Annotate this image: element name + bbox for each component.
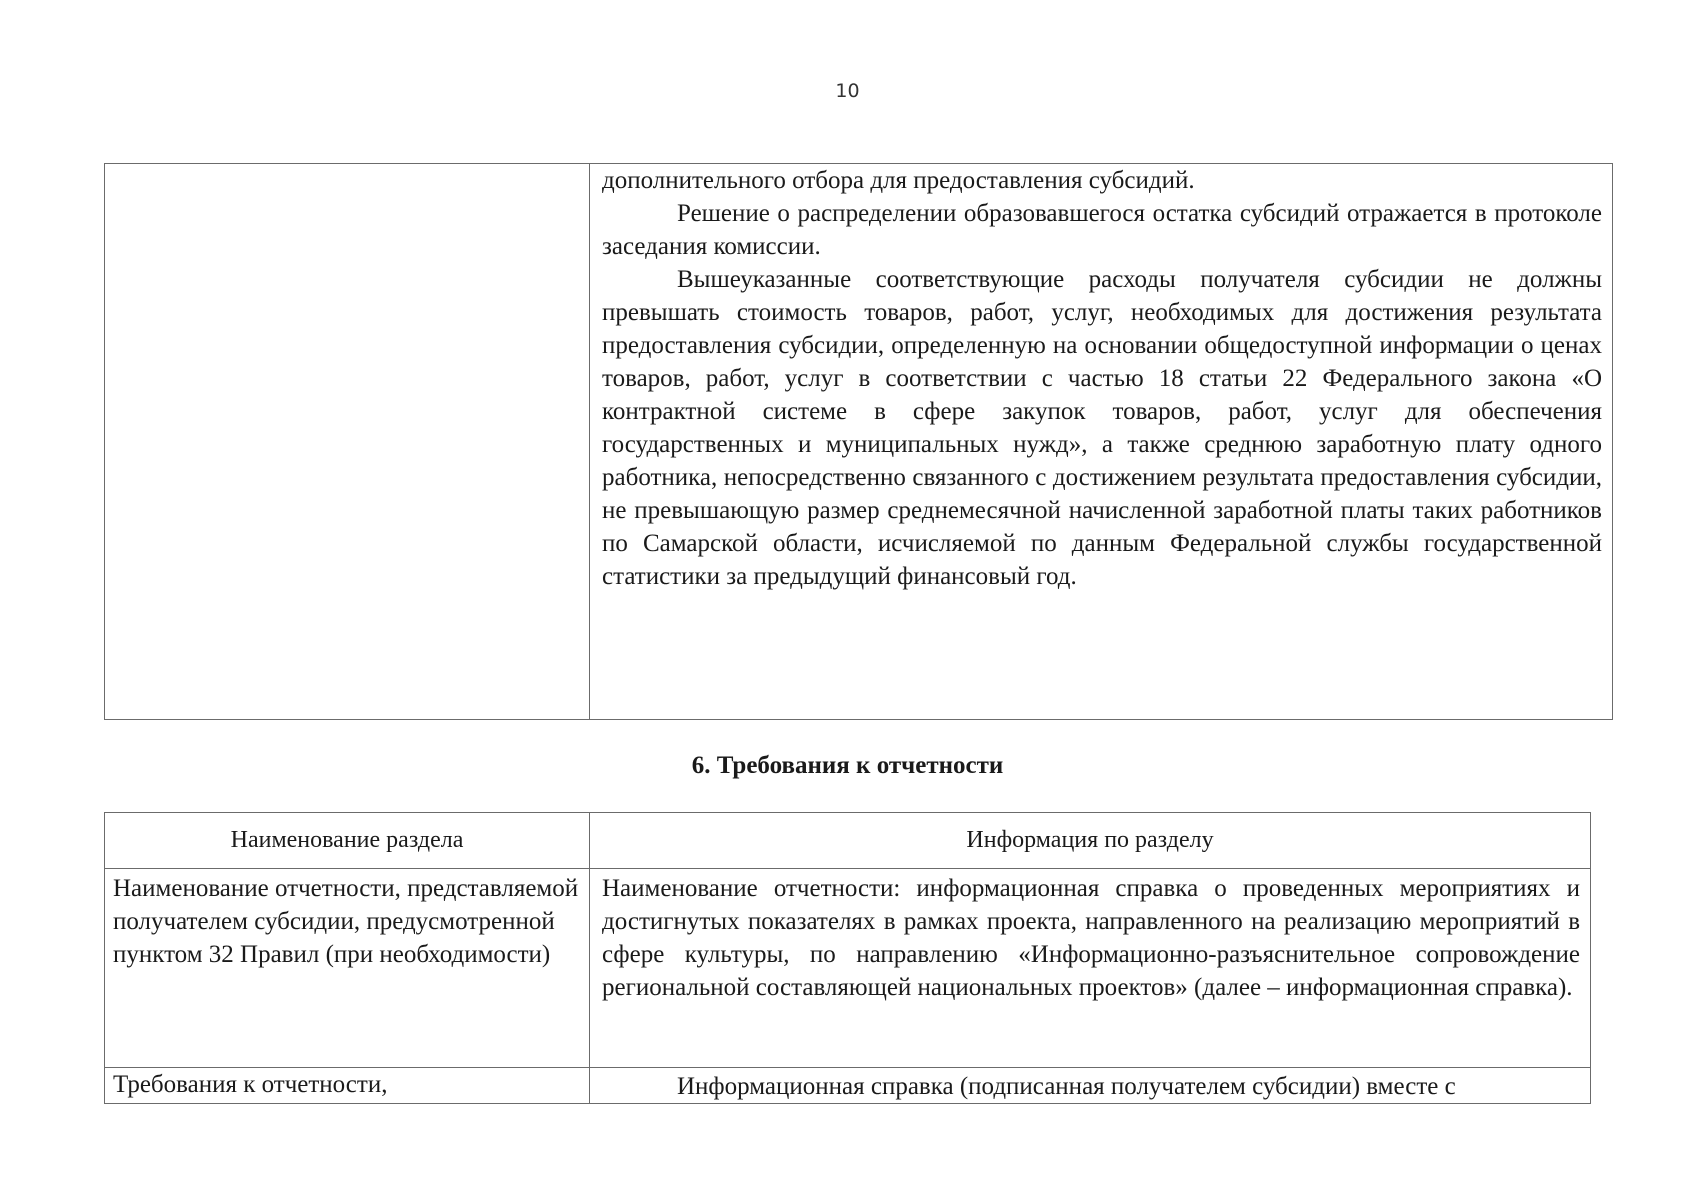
row-info-text: Наименование отчетности: информационная справка о проведенных мероприятиях и достигнутых показателях в рамках проекта, направленного на реализацию мероприятий в сфере культуры, по направлению «Информационно-разъяснительное сопровождение региональной составляющей национальных проектов» (далее – информационная справка). (602, 875, 1580, 1001)
row-info-cell (590, 869, 1591, 1068)
table-row (105, 164, 1613, 720)
row-info-cell (590, 1068, 1591, 1104)
table-row (105, 869, 1591, 1068)
page-number: 10 (835, 80, 860, 102)
row-name-cell: Наименование отчетности, представляемой получателем субсидии, предусмотренной пунктом 32 Правил (при необходимости) (105, 869, 590, 1068)
empty-left-cell (105, 164, 590, 720)
paragraph-commission-decision: Решение о распределении образовавшегося остатка субсидий отражается в протоколе заседания комиссии. (602, 200, 1602, 260)
paragraph-continuation: дополнительного отбора для предоставления субсидий. (602, 167, 1195, 194)
continuation-table (104, 163, 1613, 720)
reporting-requirements-table (104, 812, 1591, 1104)
paragraph-expenses: Вышеуказанные соответствующие расходы получателя субсидии не должны превышать стоимость товаров, работ, услуг, необходимых для достижения результата предоставления субсидии, определенную на основании общедоступной информации о ценах товаров, работ, услуг в соответствии с частью 18 статьи 22 Федерального закона «О контрактной системе в сфере закупок товаров, работ, услуг для обеспечения государственных и муниципальных нужд», а также среднюю заработную плату одного работника, непосредственно связанного с достижением результата предоставления субсидии, не превышающую размер среднемесячной начисленной заработной платы таких работников по Самарской области, исчисляемой по данным Федеральной службы государственной статистики за предыдущий финансовый год. (602, 266, 1602, 590)
column-header-section-name: Наименование раздела (105, 813, 590, 869)
table-header-row (105, 813, 1591, 869)
row-name-cell: Требования к отчетности, (105, 1068, 590, 1104)
table-row (105, 1068, 1591, 1104)
column-header-section-info: Информация по разделу (590, 813, 1591, 869)
continuation-text-cell (590, 164, 1613, 720)
row-info-text: Информационная справка (подписанная получателем субсидии) вместе с (677, 1073, 1456, 1100)
section-heading: 6. Требования к отчетности (691, 752, 1004, 779)
